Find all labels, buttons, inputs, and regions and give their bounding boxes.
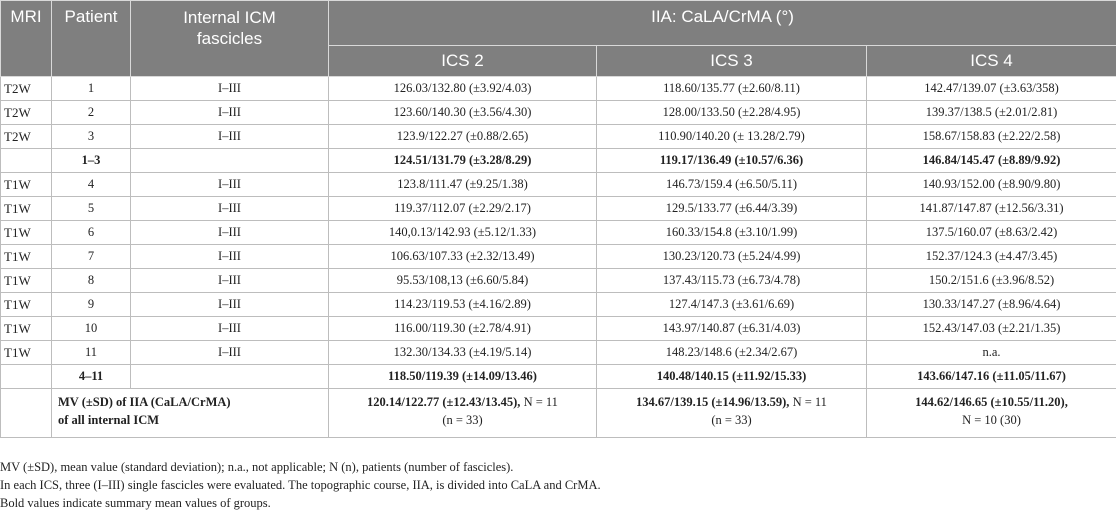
mean-value-ics-4: 144.62/146.65 (±10.55/11.20), N = 10 (30) — [867, 389, 1116, 438]
footnote-abbreviations: MV (±SD), mean value (standard deviation); n.a., not applicable; N (n), patients (number of fascicles). — [0, 460, 514, 474]
ics-2-cell: 95.53/108,13 (±6.60/5.84) — [329, 269, 597, 293]
table-row — [1, 293, 1116, 317]
fascicles-cell: I–III — [131, 293, 329, 317]
ics-2-cell: 119.37/112.07 (±2.29/2.17) — [329, 197, 597, 221]
mean-value-ics-3: 134.67/139.15 (±14.96/13.59), N = 11 (n = 33) — [597, 389, 867, 438]
table-row — [1, 245, 1116, 269]
ics-4-cell: 141.87/147.87 (±12.56/3.31) — [867, 197, 1116, 221]
mri-cell: T2W — [1, 101, 52, 125]
ics-4-cell: 139.37/138.5 (±2.01/2.81) — [867, 101, 1116, 125]
footnote-method: In each ICS, three (I–III) single fascicles were evaluated. The topographic course, IIA, is divided into CaLA and CrMA. — [0, 478, 601, 492]
ics-4-cell: 143.66/147.16 (±11.05/11.67) — [867, 365, 1116, 389]
fascicles-cell: I–III — [131, 269, 329, 293]
ics-2-cell: 116.00/119.30 (±2.78/4.91) — [329, 317, 597, 341]
fascicles-cell: I–III — [131, 197, 329, 221]
ics-2-cell: 118.50/119.39 (±14.09/13.46) — [329, 365, 597, 389]
header-fascicles: Internal ICM fascicles — [131, 1, 329, 77]
mri-cell: T1W — [1, 341, 52, 365]
fascicles-cell: I–III — [131, 125, 329, 149]
patient-cell: 8 — [52, 269, 131, 293]
ics-4-cell: 140.93/152.00 (±8.90/9.80) — [867, 173, 1116, 197]
fascicles-cell: I–III — [131, 341, 329, 365]
header-ics-2: ICS 2 — [329, 46, 597, 77]
patient-cell: 4–11 — [52, 365, 131, 389]
table-row — [1, 101, 1116, 125]
table-row — [1, 173, 1116, 197]
fascicles-cell: I–III — [131, 221, 329, 245]
patient-cell: 6 — [52, 221, 131, 245]
ics-2-cell: 132.30/134.33 (±4.19/5.14) — [329, 341, 597, 365]
mri-cell: T1W — [1, 197, 52, 221]
ics-2-cell: 123.9/122.27 (±0.88/2.65) — [329, 125, 597, 149]
patient-cell: 1–3 — [52, 149, 131, 173]
mean-value-label: MV (±SD) of IIA (CaLA/CrMA) of all internal ICM — [52, 389, 329, 438]
ics-2-cell: 140,0.13/142.93 (±5.12/1.33) — [329, 221, 597, 245]
mri-cell: T1W — [1, 173, 52, 197]
ics-3-cell: 127.4/147.3 (±3.61/6.69) — [597, 293, 867, 317]
ics-3-cell: 119.17/136.49 (±10.57/6.36) — [597, 149, 867, 173]
ics-3-cell: 148.23/148.6 (±2.34/2.67) — [597, 341, 867, 365]
ics-3-cell: 140.48/140.15 (±11.92/15.33) — [597, 365, 867, 389]
summary-row — [1, 365, 1116, 389]
ics-4-cell: 142.47/139.07 (±3.63/358) — [867, 77, 1116, 101]
ics-2-cell: 114.23/119.53 (±4.16/2.89) — [329, 293, 597, 317]
ics-4-cell: n.a. — [867, 341, 1116, 365]
mri-cell: T1W — [1, 221, 52, 245]
table-body — [1, 77, 1116, 389]
ics-3-cell: 130.23/120.73 (±5.24/4.99) — [597, 245, 867, 269]
ics-4-cell: 146.84/145.47 (±8.89/9.92) — [867, 149, 1116, 173]
patient-cell: 3 — [52, 125, 131, 149]
ics-4-cell: 130.33/147.27 (±8.96/4.64) — [867, 293, 1116, 317]
table-row — [1, 341, 1116, 365]
mri-cell: T1W — [1, 269, 52, 293]
mean-value-ics-2: 120.14/122.77 (±12.43/13.45), N = 11 (n = 33) — [329, 389, 597, 438]
ics-4-cell: 137.5/160.07 (±8.63/2.42) — [867, 221, 1116, 245]
header-iia: IIA: CaLA/CrMA (°) — [329, 1, 1116, 46]
ics-3-cell: 143.97/140.87 (±6.31/4.03) — [597, 317, 867, 341]
fascicles-cell: I–III — [131, 77, 329, 101]
fascicles-cell: I–III — [131, 173, 329, 197]
mean-value-row — [1, 389, 1116, 438]
mri-cell: T1W — [1, 293, 52, 317]
patient-cell: 5 — [52, 197, 131, 221]
mri-cell — [1, 149, 52, 173]
ics-2-cell: 123.8/111.47 (±9.25/1.38) — [329, 173, 597, 197]
fascicles-cell: I–III — [131, 101, 329, 125]
fascicles-cell: I–III — [131, 317, 329, 341]
ics-3-cell: 137.43/115.73 (±6.73/4.78) — [597, 269, 867, 293]
table-row — [1, 269, 1116, 293]
summary-row — [1, 149, 1116, 173]
mri-cell: T1W — [1, 317, 52, 341]
header-mri: MRI — [1, 1, 52, 77]
table-footnotes — [0, 458, 601, 512]
ics-3-cell: 110.90/140.20 (± 13.28/2.79) — [597, 125, 867, 149]
patient-cell: 10 — [52, 317, 131, 341]
mri-cell: T2W — [1, 125, 52, 149]
patient-cell: 1 — [52, 77, 131, 101]
ics-3-cell: 160.33/154.8 (±3.10/1.99) — [597, 221, 867, 245]
ics-2-cell: 126.03/132.80 (±3.92/4.03) — [329, 77, 597, 101]
fascicles-cell — [131, 365, 329, 389]
ics-2-cell: 123.60/140.30 (±3.56/4.30) — [329, 101, 597, 125]
table-row — [1, 317, 1116, 341]
mri-cell — [1, 365, 52, 389]
fascicles-cell: I–III — [131, 245, 329, 269]
mri-cell: T1W — [1, 245, 52, 269]
mri-cell: T2W — [1, 77, 52, 101]
ics-3-cell: 118.60/135.77 (±2.60/8.11) — [597, 77, 867, 101]
patient-cell: 9 — [52, 293, 131, 317]
footnote-bold: Bold values indicate summary mean values of groups. — [0, 496, 271, 510]
header-ics-3: ICS 3 — [597, 46, 867, 77]
patient-cell: 7 — [52, 245, 131, 269]
header-patient: Patient — [52, 1, 131, 77]
header-ics-4: ICS 4 — [867, 46, 1116, 77]
ics-4-cell: 152.37/124.3 (±4.47/3.45) — [867, 245, 1116, 269]
ics-4-cell: 150.2/151.6 (±3.96/8.52) — [867, 269, 1116, 293]
patient-cell: 4 — [52, 173, 131, 197]
ics-2-cell: 124.51/131.79 (±3.28/8.29) — [329, 149, 597, 173]
patient-cell: 11 — [52, 341, 131, 365]
ics-3-cell: 128.00/133.50 (±2.28/4.95) — [597, 101, 867, 125]
fascicles-cell — [131, 149, 329, 173]
ics-4-cell: 152.43/147.03 (±2.21/1.35) — [867, 317, 1116, 341]
table-row — [1, 221, 1116, 245]
patient-cell: 2 — [52, 101, 131, 125]
table-row — [1, 125, 1116, 149]
table-row — [1, 197, 1116, 221]
ics-3-cell: 129.5/133.77 (±6.44/3.39) — [597, 197, 867, 221]
ics-2-cell: 106.63/107.33 (±2.32/13.49) — [329, 245, 597, 269]
ics-3-cell: 146.73/159.4 (±6.50/5.11) — [597, 173, 867, 197]
ics-4-cell: 158.67/158.83 (±2.22/2.58) — [867, 125, 1116, 149]
table-row — [1, 77, 1116, 101]
